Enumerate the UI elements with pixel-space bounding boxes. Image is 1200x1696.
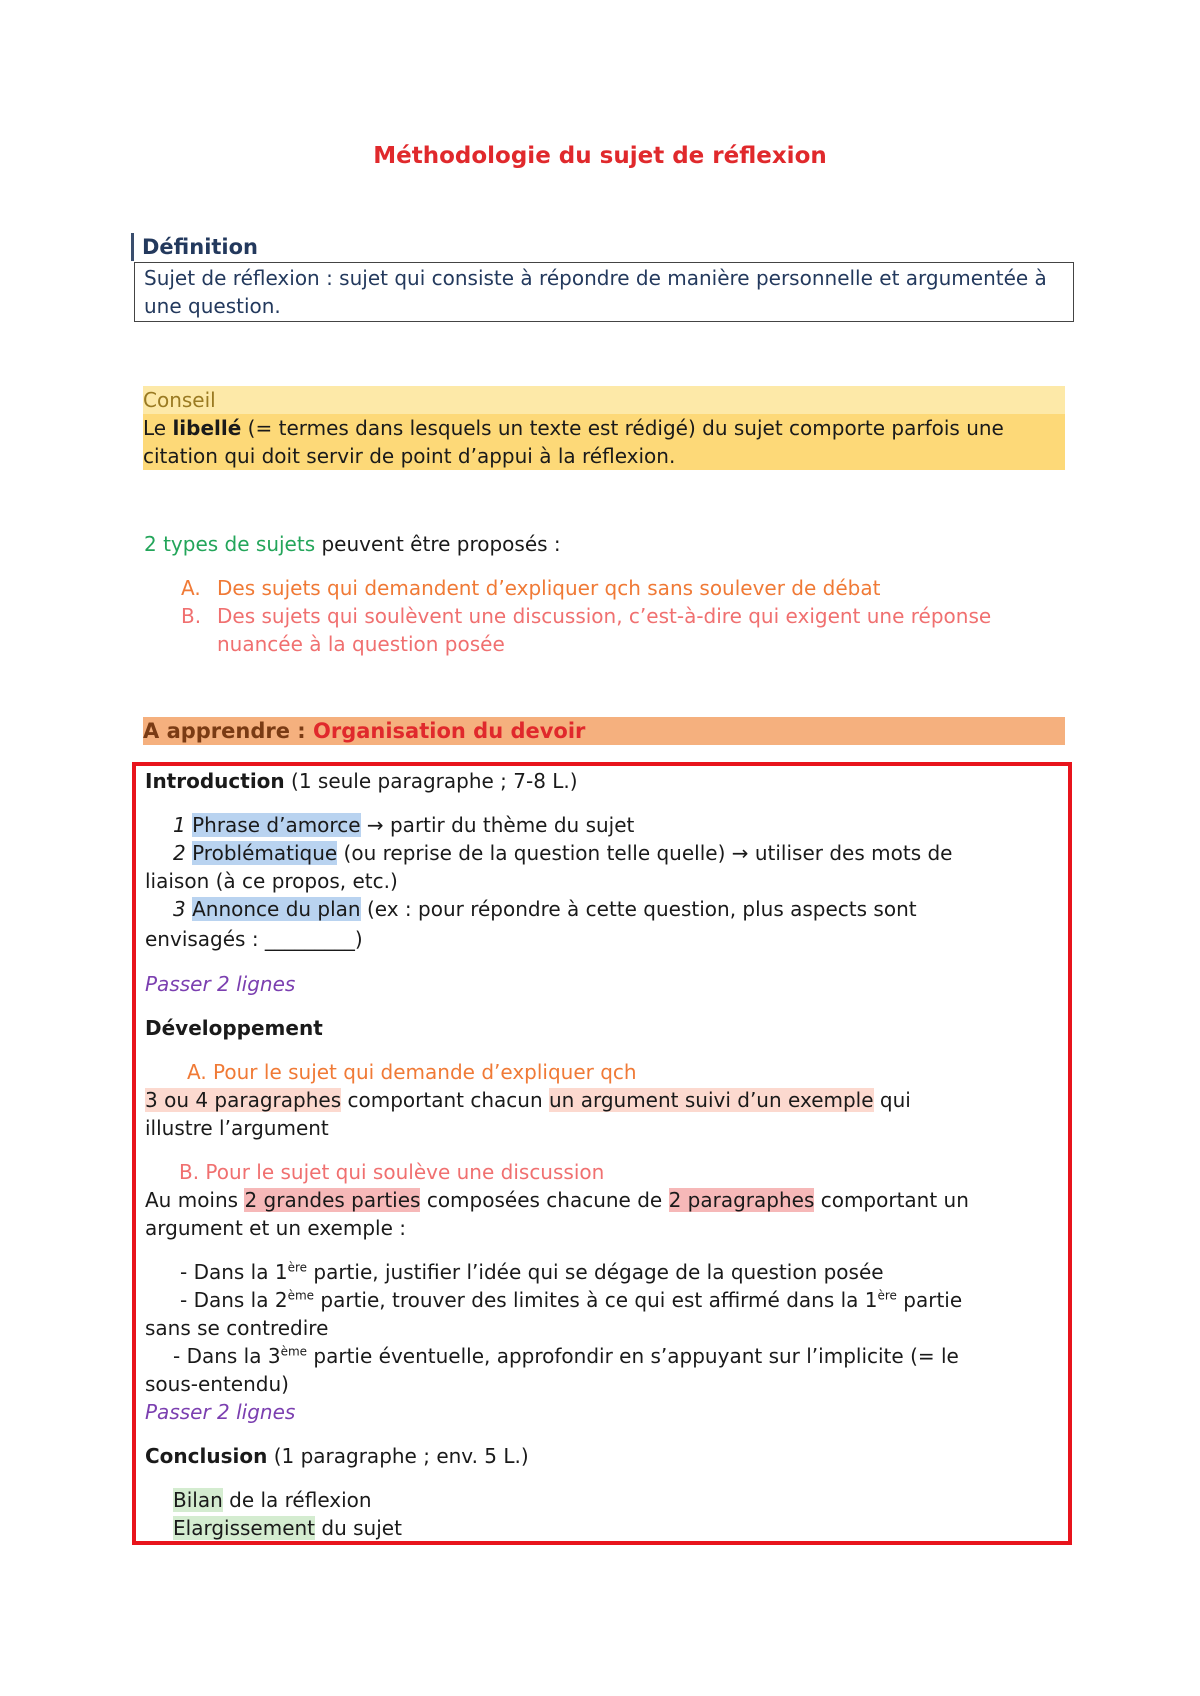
dev-b-end: comportant un bbox=[814, 1188, 969, 1212]
conclusion-item-2: Elargissement du sujet bbox=[173, 1516, 402, 1540]
developpement-heading: Développement bbox=[145, 1016, 323, 1040]
introduction-note: (1 seule paragraphe ; 7-8 L.) bbox=[284, 769, 578, 793]
conclusion-keyword-1: Bilan bbox=[173, 1488, 223, 1512]
dev-a-mid: comportant chacun bbox=[341, 1088, 549, 1112]
types-intro-highlight: 2 types de sujets bbox=[144, 532, 316, 556]
conclusion-item-1: Bilan de la réflexion bbox=[173, 1488, 372, 1512]
step-keyword: Phrase d’amorce bbox=[192, 813, 361, 837]
page-title: Méthodologie du sujet de réflexion bbox=[373, 143, 827, 169]
dev-part-3: - Dans la 3ème partie éventuelle, approfondir en s’appuyant sur l’implicite (= le bbox=[173, 1344, 959, 1368]
dev-a-highlight-2: un argument suivi d’un exemple bbox=[548, 1088, 874, 1112]
dev-part-1: - Dans la 1ère partie, justifier l’idée qui se dégage de la question posée bbox=[180, 1260, 884, 1284]
conclusion-keyword-2: Elargissement bbox=[173, 1516, 316, 1540]
type-marker-a: A. bbox=[181, 576, 201, 600]
step-text: (ex : pour répondre à cette question, plus aspects sont bbox=[360, 897, 917, 921]
dev-b-highlight-2: 2 paragraphes bbox=[668, 1188, 815, 1212]
conseil-text-end: (= termes dans lesquels un texte est rédigé) du sujet comporte parfois une citation qui doit servir de point d’appui à la réflexion. bbox=[143, 416, 1004, 468]
dev-b-start: Au moins bbox=[145, 1188, 245, 1212]
dev-b-mid: composées chacune de bbox=[420, 1188, 669, 1212]
step-text: (ou reprise de la question telle quelle) → utiliser des mots de bbox=[337, 841, 953, 865]
apprendre-label: A apprendre : bbox=[143, 719, 313, 743]
dev-part-2-cont: sans se contredire bbox=[145, 1316, 329, 1340]
step-number: 2 bbox=[173, 841, 186, 865]
dev-part-2: - Dans la 2ème partie, trouver des limites à ce qui est affirmé dans la 1ère partie bbox=[180, 1288, 963, 1312]
step-number: 1 bbox=[173, 813, 186, 837]
dev-part-3-cont: sous-entendu) bbox=[145, 1372, 289, 1396]
conclusion-heading: Conclusion bbox=[145, 1444, 268, 1468]
conseil-text bbox=[143, 414, 1065, 470]
intro-step-2-cont: liaison (à ce propos, etc.) bbox=[145, 869, 398, 893]
step-text: → partir du thème du sujet bbox=[360, 813, 635, 837]
conclusion-line bbox=[145, 1442, 529, 1470]
conseil-label: Conseil bbox=[143, 388, 216, 412]
type-item-b: Des sujets qui soulèvent une discussion, c’est-à-dire qui exigent une réponse nuancée à la question posée bbox=[217, 604, 992, 656]
dev-b-cont: argument et un exemple : bbox=[145, 1216, 406, 1240]
definition-text: Sujet de réflexion : sujet qui consiste à répondre de manière personnelle et argumentée à une question. bbox=[144, 266, 1047, 318]
introduction-heading: Introduction bbox=[145, 769, 285, 793]
step-keyword: Problématique bbox=[192, 841, 338, 865]
intro-step-1 bbox=[173, 811, 634, 839]
dev-skip-lines: Passer 2 lignes bbox=[145, 1400, 296, 1424]
apprendre-title: Organisation du devoir bbox=[313, 719, 586, 743]
intro-step-2 bbox=[173, 839, 952, 867]
dev-a-highlight-1: 3 ou 4 paragraphes bbox=[145, 1088, 342, 1112]
dev-a-title: A. Pour le sujet qui demande d’expliquer qch bbox=[187, 1060, 637, 1084]
step-number: 3 bbox=[173, 897, 186, 921]
conseil-keyword: libellé bbox=[172, 416, 242, 440]
intro-step-3-cont: envisagés : _________) bbox=[145, 927, 363, 951]
types-intro bbox=[144, 530, 561, 558]
step-keyword: Annonce du plan bbox=[192, 897, 361, 921]
conclusion-note: (1 paragraphe ; env. 5 L.) bbox=[267, 1444, 529, 1468]
type-item-a: Des sujets qui demandent d’expliquer qch sans soulever de débat bbox=[217, 576, 881, 600]
definition-heading: Définition bbox=[131, 233, 258, 261]
apprendre-banner bbox=[143, 717, 1065, 745]
dev-b-highlight-1: 2 grandes parties bbox=[244, 1188, 421, 1212]
dev-a-line bbox=[145, 1086, 911, 1114]
types-intro-rest: peuvent être proposés : bbox=[315, 532, 561, 556]
introduction-line bbox=[145, 767, 578, 795]
dev-a-cont: illustre l’argument bbox=[145, 1116, 329, 1140]
intro-step-3 bbox=[173, 895, 917, 923]
type-marker-b: B. bbox=[181, 604, 202, 628]
dev-b-title: B. Pour le sujet qui soulève une discussion bbox=[179, 1160, 605, 1184]
dev-b-line bbox=[145, 1186, 969, 1214]
dev-a-end: qui bbox=[873, 1088, 911, 1112]
conseil-text-start: Le bbox=[143, 416, 173, 440]
intro-skip-lines: Passer 2 lignes bbox=[145, 972, 296, 996]
